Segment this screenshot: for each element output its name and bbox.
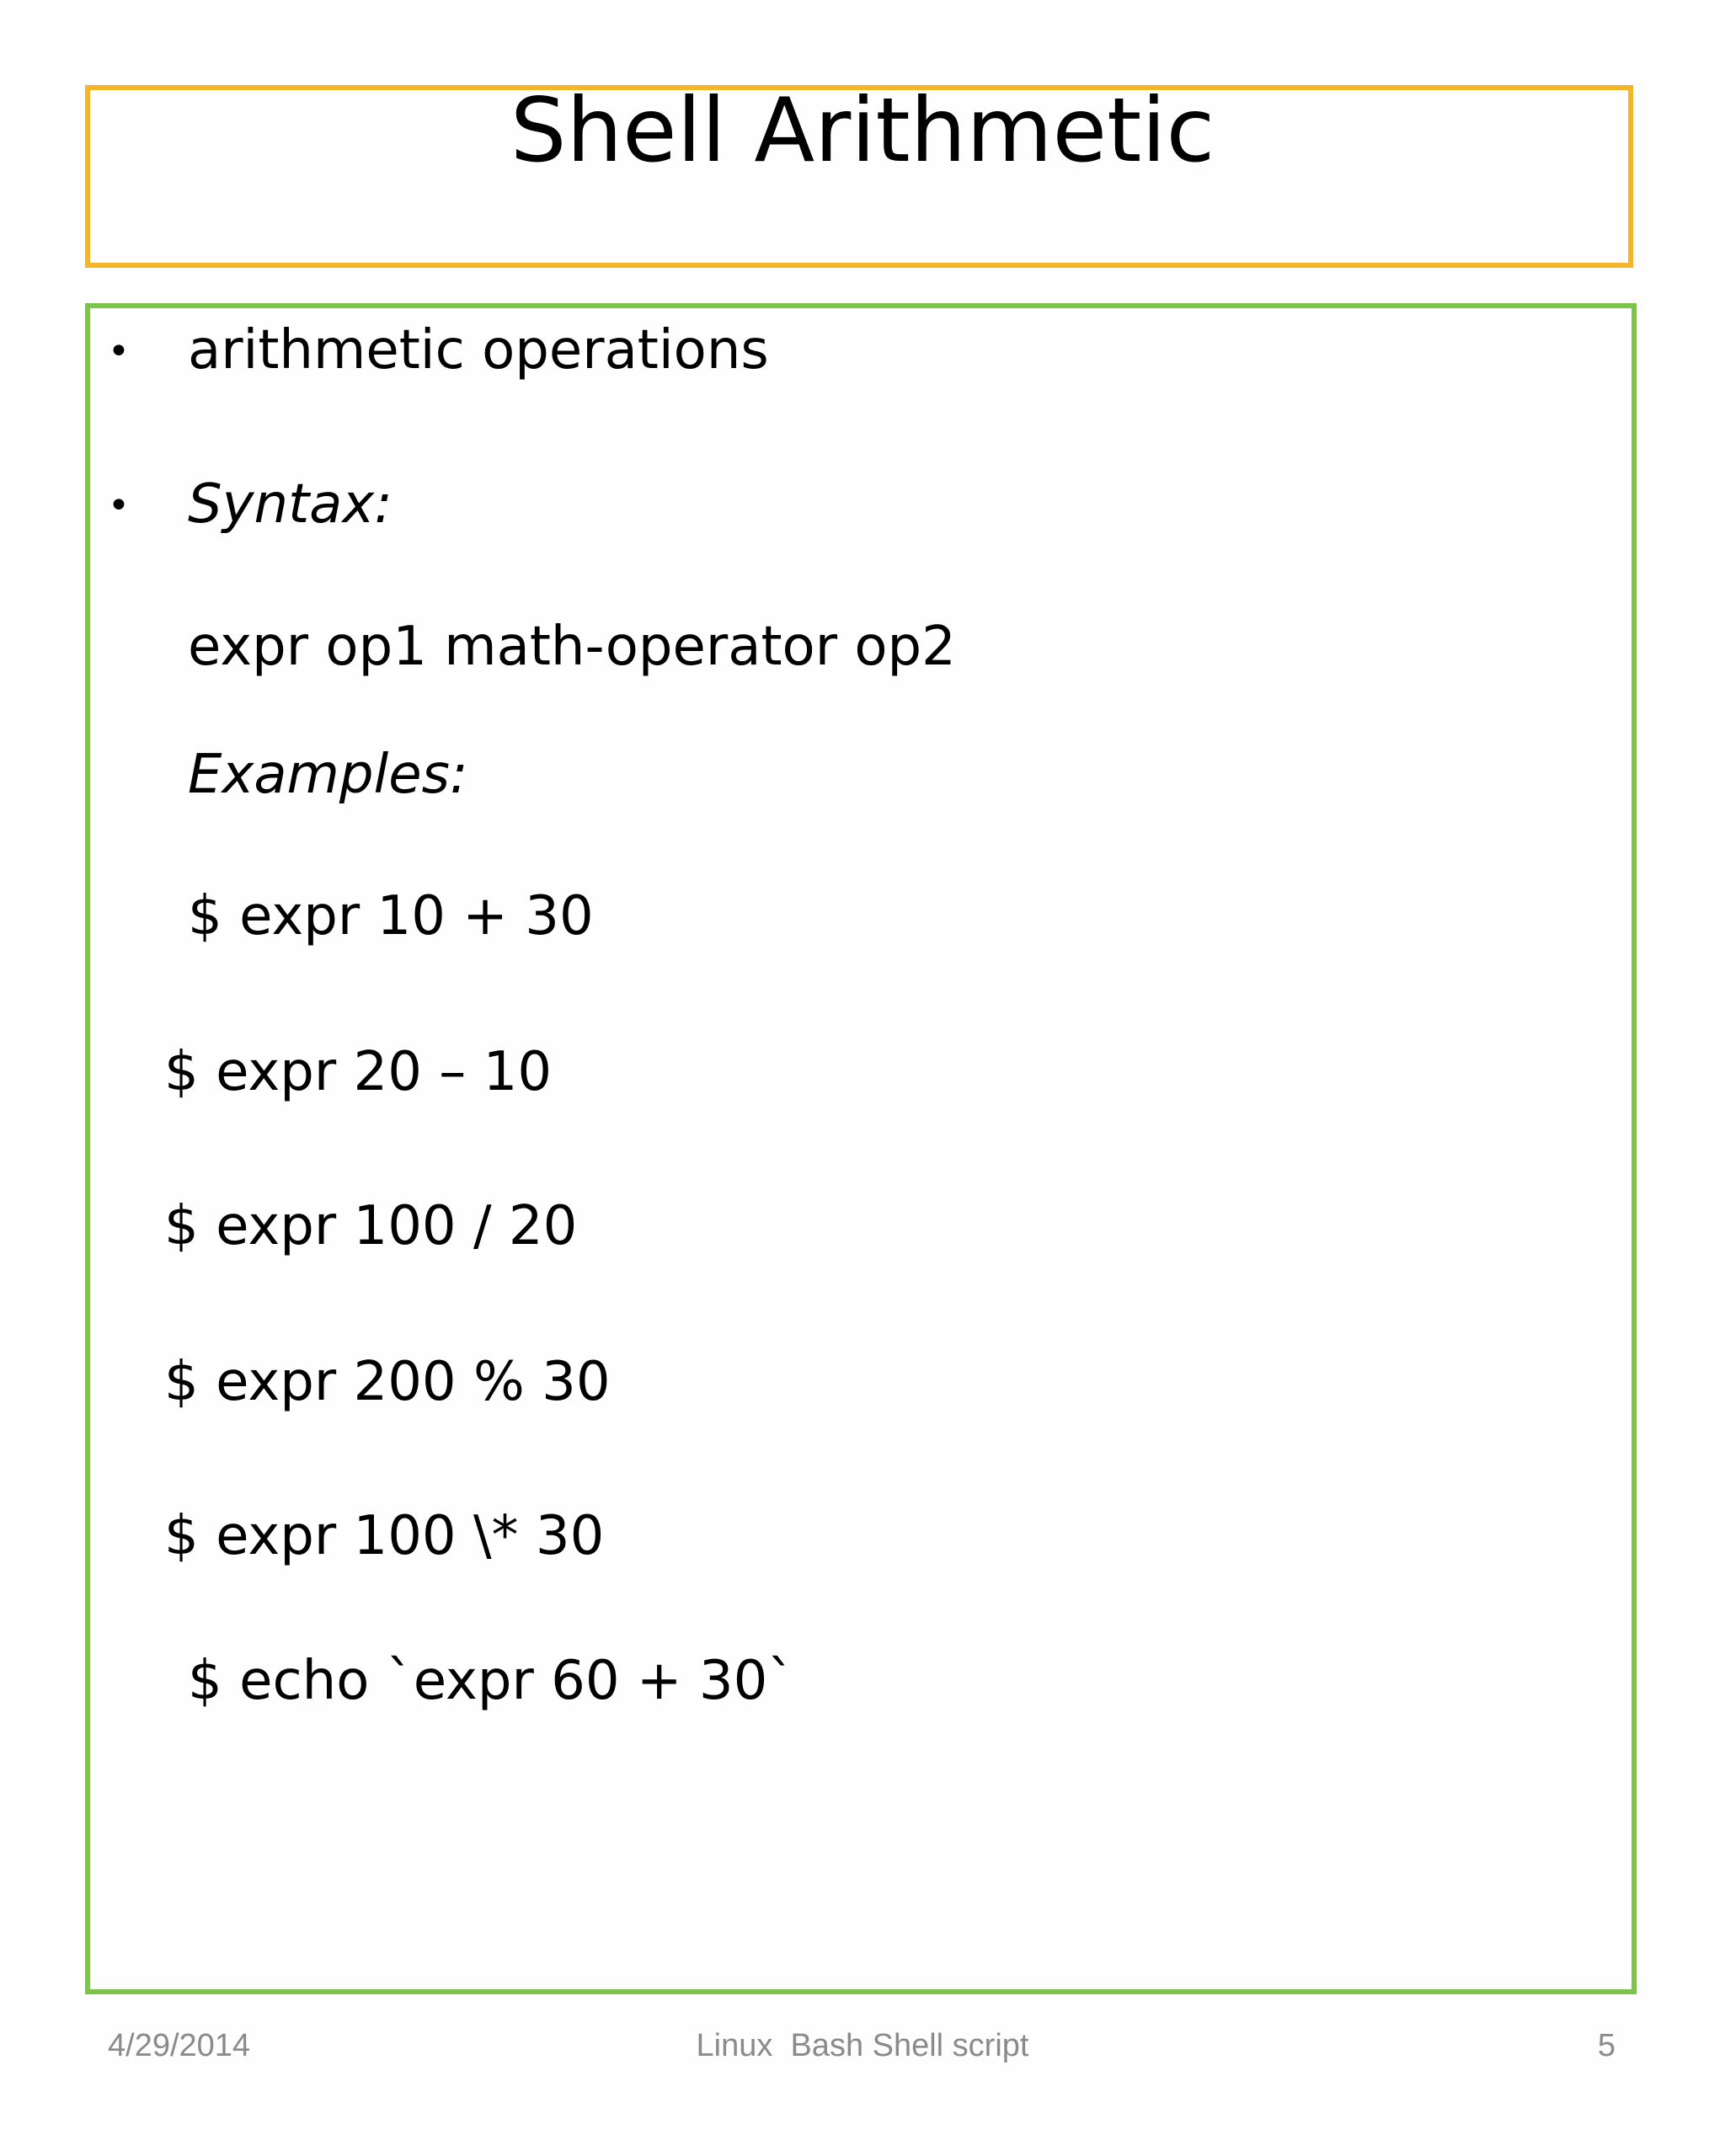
content-box: [85, 303, 1637, 1994]
footer-title: Linux Bash Shell script: [696, 2028, 1029, 2063]
bullet-dot: •: [108, 330, 130, 373]
example-line: $ expr 100 \* 30: [164, 1505, 605, 1567]
syntax-line: expr op1 math-operator op2: [188, 616, 956, 678]
footer-date: 4/29/2014: [108, 2028, 251, 2063]
bullet-syntax: Syntax:: [188, 473, 393, 536]
bullet-dot: •: [108, 484, 130, 527]
slide-title: Shell Arithmetic: [510, 79, 1215, 182]
example-line: $ echo `expr 60 + 30`: [188, 1650, 795, 1712]
footer-page-number: 5: [1597, 2028, 1616, 2063]
examples-label: Examples:: [188, 744, 468, 806]
bullet-arithmetic-operations: arithmetic operations: [188, 319, 769, 382]
example-line: $ expr 10 + 30: [188, 885, 594, 947]
example-line: $ expr 100 / 20: [164, 1195, 578, 1257]
example-line: $ expr 200 % 30: [164, 1351, 611, 1413]
example-line: $ expr 20 – 10: [164, 1041, 553, 1103]
